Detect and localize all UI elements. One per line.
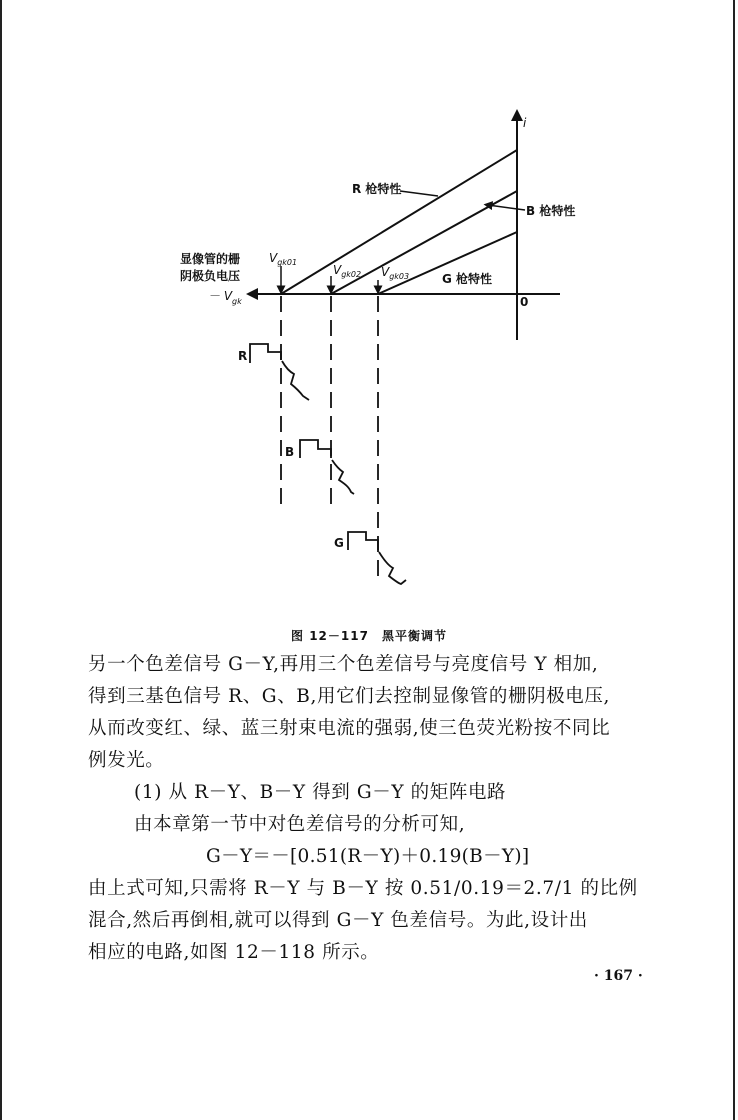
g-pulse-label: G xyxy=(334,536,344,550)
b-gun-label: B 枪特性 xyxy=(526,204,576,218)
body-line-4: 例发光。 xyxy=(88,750,165,771)
body-line-7: 相应的电路,如图 12－118 所示。 xyxy=(88,942,380,963)
cutoff-label-3: $V_{gk03}$ xyxy=(381,265,410,281)
body-line-5: 由上式可知,只需将 R－Y 与 B－Y 按 0.51/0.19＝2.7/1 的比例 xyxy=(88,878,638,899)
g-pulse-wave xyxy=(348,532,406,584)
body-line-1: 另一个色差信号 G－Y,再用三个色差信号与亮度信号 Y 相加, xyxy=(88,654,599,675)
body-line-3: 从而改变红、绿、蓝三射束电流的强弱,使三色荧光粉按不同比 xyxy=(88,718,611,739)
b-pulse-wave xyxy=(300,440,354,494)
equation: G－Y＝－[0.51(R－Y)＋0.19(B－Y)] xyxy=(206,846,530,867)
cutoff-label-2: $V_{gk02}$ xyxy=(333,263,362,279)
b-pulse-label: B xyxy=(285,445,295,459)
current-axis-label: i xyxy=(523,116,527,130)
side-label-line1: 显像管的栅 xyxy=(180,252,241,266)
r-pulse-label: R xyxy=(238,349,248,363)
side-label-line2: 阴极负电压 xyxy=(180,269,241,283)
b-gun-leader xyxy=(488,205,525,210)
cutoff-label-1: $V_{gk01}$ xyxy=(269,251,298,267)
body-para-2: 由本章第一节中对色差信号的分析可知, xyxy=(134,814,466,835)
vgk-label: － $V_{gk}$ xyxy=(208,289,242,306)
r-pulse-wave xyxy=(250,344,309,400)
zero-label: 0 xyxy=(520,295,529,309)
body-line-6: 混合,然后再倒相,就可以得到 G－Y 色差信号。为此,设计出 xyxy=(88,910,588,931)
section-heading: (1) 从 R－Y、B－Y 得到 G－Y 的矩阵电路 xyxy=(134,782,507,803)
g-gun-label: G 枪特性 xyxy=(442,272,493,286)
page-number: · 167 · xyxy=(594,968,643,984)
figure-caption: 图 12－117 黑平衡调节 xyxy=(291,629,447,643)
body-line-2: 得到三基色信号 R、G、B,用它们去控制显像管的栅阴极电压, xyxy=(88,686,610,707)
r-gun-label: R 枪特性 xyxy=(352,182,402,196)
r-gun-leader xyxy=(400,191,438,196)
